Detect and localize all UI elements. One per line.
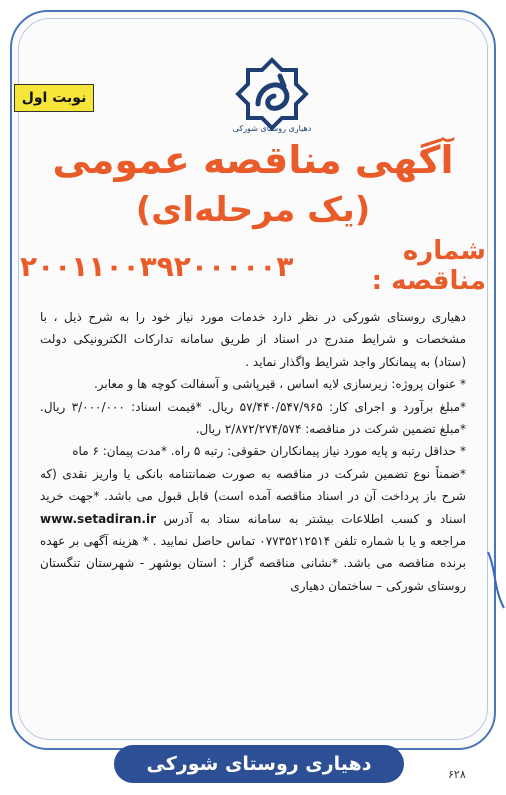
footer-banner: دهیاری روستای شورکی [114,745,404,783]
round-badge: نوبت اول [14,84,94,112]
margin-pen-mark-icon [486,550,506,610]
page-number: ۶۲۸ [448,768,466,781]
tender-label: شماره مناقصه : [371,236,486,296]
project-title: * عنوان پروژه: زیرسازی لایه اساس ، قیرپاشی و آسفالت کوچه ها و معابر. [93,377,466,392]
logo-text: دهیاری روستای شورکی [232,124,312,133]
intro-paragraph: دهیاری روستای شورکی در نظر دارد خدمات مورد نیاز خود را به شرح ذیل ، با مشخصات و شرایط مندرج در اسناد از طریق سامانه تدارکات الکترونیکی دولت (ستاد) به پیمانکار واجد شرایط واگذار نماید . [40,310,466,369]
ad-body [40,306,466,597]
guarantee-paragraph [40,463,466,597]
title-line-2: (یک مرحله‌ای) [135,190,371,230]
setad-website-link[interactable]: www.setadiran.ir [40,511,157,526]
title-line-1: آگهی مناقصه عمومی [52,138,454,182]
requirements-paragraph: * حداقل رتبه و پایه مورد نیاز پیمانکاران حقوقی: رتبه ۵ راه. *مدت پیمان: ۶ ماه [72,444,466,459]
tender-number: ۲۰۰۱۱۰۰۳۹۲۰۰۰۰۰۳ [20,249,294,283]
tender-number-line [20,236,486,296]
guarantee-text: *ضمناً نوع تضمین شرکت در مناقصه به صورت ضمانتنامه بانکی یا واریز نقدی (که شرح باز پرداخت آن در اسناد مناقصه آمده است) قابل قبول می باشد. *جهت خرید اسناد و کسب اطلاعات بیشتر به سامانه ستاد به آدرس [40,466,466,526]
contact-text: مراجعه و یا با شماره تلفن ۰۷۷۳۵۲۱۲۵۱۴ تماس حاصل نمایید . * هزینه آگهی بر عهده برنده مناقصه می باشد. *نشانی مناقصه گزار : استان بوشهر - شهرستان تنگستان روستای شورکی – ساختمان دهیاری [40,534,466,593]
amounts-paragraph: *مبلغ برآورد و اجرای کار: ۵۷/۴۴۰/۵۴۷/۹۶۵ ریال. *قیمت اسناد: ۳/۰۰۰/۰۰۰ ریال. *مبلغ تضمین شرکت در مناقصه: ۲/۸۷۲/۲۷۴/۵۷۴ ریال. [40,399,467,437]
